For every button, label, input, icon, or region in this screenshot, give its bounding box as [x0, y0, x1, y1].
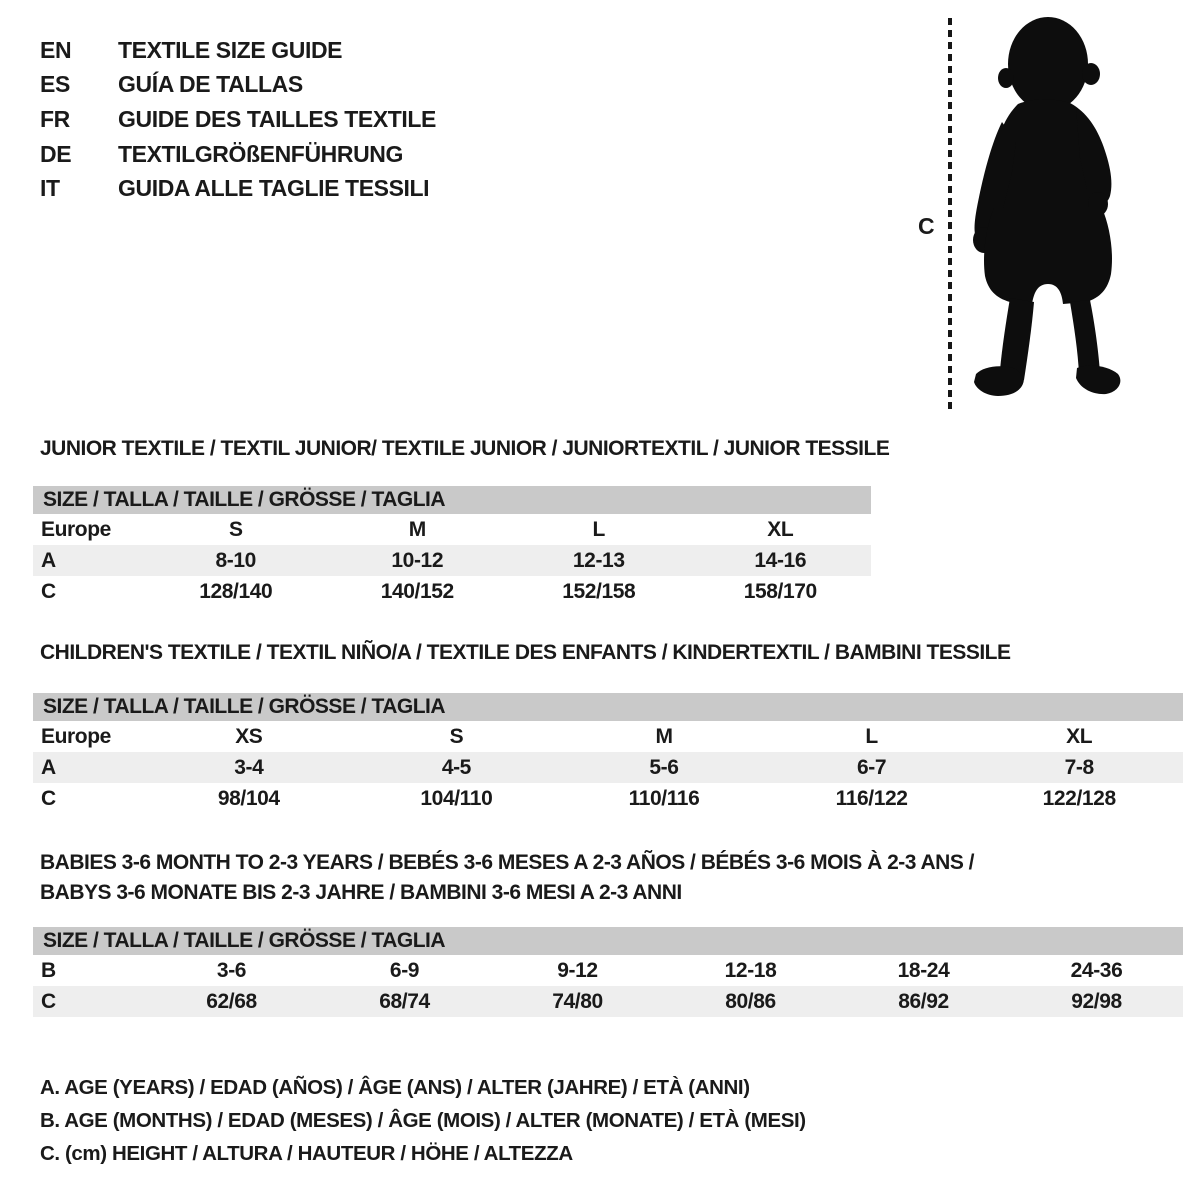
children-section-title: CHILDREN'S TEXTILE / TEXTIL NIÑO/A / TEXTILE DES ENFANTS / KINDERTEXTIL / BAMBINI TESSILE	[40, 641, 1011, 664]
table-row-europe	[33, 514, 871, 545]
language-title-list	[40, 33, 436, 206]
size-cell: 158/170	[743, 579, 817, 603]
size-cell: XL	[1066, 724, 1093, 748]
table-row-height	[33, 986, 1183, 1017]
table-row-europe	[33, 721, 1183, 752]
size-cell: 116/122	[835, 786, 908, 810]
lang-row-it	[40, 171, 436, 206]
size-cell: XL	[767, 517, 794, 541]
lang-row-en	[40, 33, 436, 68]
lang-title: GUIDE DES TAILLES TEXTILE	[118, 105, 436, 132]
babies-title-line1: BABIES 3-6 MONTH TO 2-3 YEARS / BEBÉS 3-6 MESES A 2-3 AÑOS / BÉBÉS 3-6 MOIS À 2-3 ANS /	[40, 851, 975, 874]
junior-section-title: JUNIOR TEXTILE / TEXTIL JUNIOR/ TEXTILE JUNIOR / JUNIORTEXTIL / JUNIOR TESSILE	[40, 437, 890, 460]
size-cell: L	[592, 517, 605, 541]
lang-code: DE	[40, 140, 72, 167]
size-cell: 62/68	[206, 989, 257, 1013]
size-cell: 152/158	[562, 579, 636, 603]
size-cell: M	[655, 724, 673, 748]
children-size-table	[33, 693, 1183, 814]
size-cell: M	[408, 517, 426, 541]
table-row-height	[33, 576, 871, 607]
babies-section-title	[40, 848, 974, 908]
babies-size-table	[33, 927, 1183, 1017]
table-row-age	[33, 545, 871, 576]
table-row-months	[33, 955, 1183, 986]
lang-title: GUÍA DE TALLAS	[118, 71, 303, 98]
size-cell: 4-5	[441, 755, 471, 779]
size-cell: 98/104	[217, 786, 280, 810]
junior-size-table	[33, 486, 871, 607]
size-cell: 8-10	[215, 548, 256, 572]
size-cell: 110/116	[628, 786, 700, 810]
size-cell: 7-8	[1064, 755, 1094, 779]
measurement-legend	[40, 1072, 806, 1170]
size-cell: 128/140	[199, 579, 273, 603]
size-header-bar: SIZE / TALLA / TAILLE / GRÖSSE / TAGLIA	[33, 927, 1183, 955]
row-label: C	[41, 989, 56, 1013]
lang-row-es	[40, 68, 436, 103]
size-cell: 6-7	[857, 755, 887, 779]
size-cell: 104/110	[420, 786, 493, 810]
table-row-age	[33, 752, 1183, 783]
row-label: A	[41, 548, 56, 572]
lang-code: ES	[40, 71, 70, 98]
lang-code: IT	[40, 175, 60, 202]
lang-title: TEXTILE SIZE GUIDE	[118, 36, 343, 63]
legend-line-c: C. (cm) HEIGHT / ALTURA / HAUTEUR / HÖHE / ALTEZZA	[40, 1141, 573, 1165]
lang-row-de	[40, 137, 436, 172]
size-cell: 74/80	[552, 989, 603, 1013]
size-header-bar: SIZE / TALLA / TAILLE / GRÖSSE / TAGLIA	[33, 486, 871, 514]
size-cell: 12-18	[724, 958, 777, 982]
row-label: B	[41, 958, 56, 982]
size-cell: 140/152	[380, 579, 454, 603]
size-cell: 9-12	[557, 958, 598, 982]
table-row-height	[33, 783, 1183, 814]
row-label: A	[41, 755, 56, 779]
lang-row-fr	[40, 102, 436, 137]
lang-title: TEXTILGRÖßENFÜHRUNG	[118, 140, 403, 167]
size-cell: 24-36	[1070, 958, 1123, 982]
size-cell: 122/128	[1042, 786, 1116, 810]
toddler-silhouette-image	[958, 12, 1138, 418]
height-measure-dashed-line	[948, 18, 952, 414]
size-cell: 18-24	[897, 958, 950, 982]
lang-code: EN	[40, 36, 72, 63]
size-cell: 80/86	[725, 989, 776, 1013]
height-measure-label: C	[918, 213, 935, 239]
lang-code: FR	[40, 105, 70, 132]
row-label: Europe	[41, 724, 111, 748]
babies-title-line2: BABYS 3-6 MONATE BIS 2-3 JAHRE / BAMBINI 3-6 MESI A 2-3 ANNI	[40, 881, 682, 904]
size-cell: L	[865, 724, 878, 748]
row-label: C	[41, 786, 56, 810]
size-cell: 68/74	[379, 989, 430, 1013]
size-cell: S	[228, 517, 243, 541]
lang-title: GUIDA ALLE TAGLIE TESSILI	[118, 175, 430, 202]
size-cell: 3-4	[234, 755, 264, 779]
size-cell: XS	[235, 724, 263, 748]
size-cell: S	[449, 724, 464, 748]
size-cell: 10-12	[391, 548, 444, 572]
size-cell: 12-13	[572, 548, 625, 572]
legend-line-b: B. AGE (MONTHS) / EDAD (MESES) / ÂGE (MOIS) / ALTER (MONATE) / ETÀ (MESI)	[40, 1109, 806, 1133]
size-cell: 3-6	[216, 958, 247, 982]
row-label: Europe	[41, 517, 111, 541]
size-header-bar: SIZE / TALLA / TAILLE / GRÖSSE / TAGLIA	[33, 693, 1183, 721]
size-cell: 5-6	[649, 755, 679, 779]
size-cell: 14-16	[754, 548, 807, 572]
legend-line-a: A. AGE (YEARS) / EDAD (AÑOS) / ÂGE (ANS) / ALTER (JAHRE) / ETÀ (ANNI)	[40, 1076, 750, 1100]
row-label: C	[41, 579, 56, 603]
size-cell: 92/98	[1071, 989, 1122, 1013]
size-cell: 6-9	[389, 958, 420, 982]
size-cell: 86/92	[898, 989, 949, 1013]
